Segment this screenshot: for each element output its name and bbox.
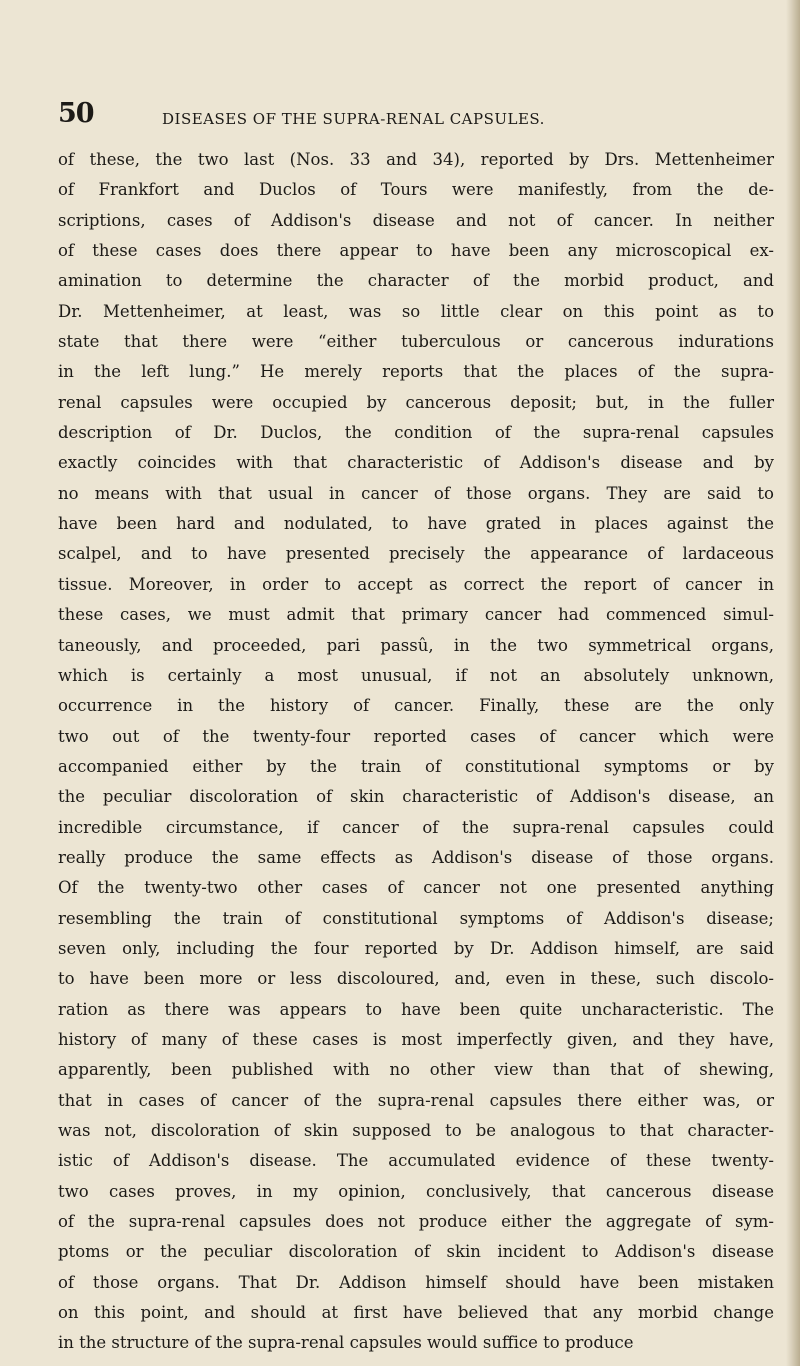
text-line: that in cases of cancer of the supra-renal capsules there either was, or xyxy=(58,1090,774,1110)
text-line: the peculiar discoloration of skin characteristic of Addison's disease, an xyxy=(58,787,774,807)
text-line: in the structure of the supra-renal capsules would suffice to produce xyxy=(58,1333,634,1353)
text-line: scalpel, and to have presented precisely the appearance of lardaceous xyxy=(58,544,774,564)
text-line: taneously, and proceeded, pari passû, in the two symmetrical organs, xyxy=(58,635,774,655)
text-line: on this point, and should at first have believed that any morbid change xyxy=(58,1303,774,1323)
text-line: istic of Addison's disease. The accumulated evidence of these twenty- xyxy=(58,1151,774,1171)
text-line: incredible circumstance, if cancer of the supra-renal capsules could xyxy=(58,817,774,837)
text-line: Of the twenty-two other cases of cancer not one presented anything xyxy=(58,878,774,898)
text-line: occurrence in the history of cancer. Finally, these are the only xyxy=(58,696,774,716)
text-line: description of Dr. Duclos, the condition of the supra-renal capsules xyxy=(58,423,774,443)
text-line: resembling the train of constitutional symptoms of Addison's disease; xyxy=(58,908,774,928)
text-line: seven only, including the four reported by Dr. Addison himself, are said xyxy=(58,938,774,958)
text-line: of these cases does there appear to have been any microscopical ex- xyxy=(58,241,774,261)
text-line: accompanied either by the train of constitutional symptoms or by xyxy=(58,756,774,776)
text-line: of these, the two last (Nos. 33 and 34), reported by Drs. Mettenheimer xyxy=(58,150,774,169)
text-line: tissue. Moreover, in order to accept as correct the report of cancer in xyxy=(58,574,774,594)
text-line: of Frankfort and Duclos of Tours were manifestly, from the de- xyxy=(58,180,774,200)
text-line: apparently, been published with no other view than that of shewing, xyxy=(58,1060,774,1080)
running-head: DISEASES OF THE SUPRA-RENAL CAPSULES. xyxy=(162,110,545,128)
text-line: ptoms or the peculiar discoloration of skin incident to Addison's disease xyxy=(58,1242,774,1262)
page-header xyxy=(58,98,780,138)
page-number: 50 xyxy=(58,98,94,129)
body-text xyxy=(58,145,774,1359)
text-line: ration as there was appears to have been quite uncharacteristic. The xyxy=(58,999,774,1019)
text-line: two cases proves, in my opinion, conclusively, that cancerous disease xyxy=(58,1181,774,1201)
text-line: renal capsules were occupied by cancerous deposit; but, in the fuller xyxy=(58,392,774,412)
text-line: to have been more or less discoloured, and, even in these, such discolo- xyxy=(58,969,774,989)
text-line: state that there were “either tuberculous or cancerous indurations xyxy=(58,332,774,352)
page-edge-shadow xyxy=(786,0,800,1366)
text-line: have been hard and nodulated, to have grated in places against the xyxy=(58,514,774,534)
text-line: Dr. Mettenheimer, at least, was so little clear on this point as to xyxy=(58,301,774,321)
text-line: of those organs. That Dr. Addison himself should have been mistaken xyxy=(58,1272,774,1292)
text-line: which is certainly a most unusual, if not an absolutely unknown, xyxy=(58,665,774,685)
text-line: these cases, we must admit that primary cancer had commenced simul- xyxy=(58,605,774,625)
text-line: two out of the twenty-four reported cases of cancer which were xyxy=(58,726,774,746)
text-line: exactly coincides with that characteristic of Addison's disease and by xyxy=(58,453,774,473)
text-line: history of many of these cases is most imperfectly given, and they have, xyxy=(58,1029,774,1049)
text-line: no means with that usual in cancer of those organs. They are said to xyxy=(58,483,774,503)
text-line: in the left lung.” He merely reports that the places of the supra- xyxy=(58,362,774,382)
text-line: really produce the same effects as Addison's disease of those organs. xyxy=(58,847,774,867)
text-line: was not, discoloration of skin supposed to be analogous to that character- xyxy=(58,1121,774,1140)
text-line: of the supra-renal capsules does not produce either the aggregate of sym- xyxy=(58,1212,774,1232)
text-line: amination to determine the character of the morbid product, and xyxy=(58,271,774,291)
text-line: scriptions, cases of Addison's disease and not of cancer. In neither xyxy=(58,210,774,230)
